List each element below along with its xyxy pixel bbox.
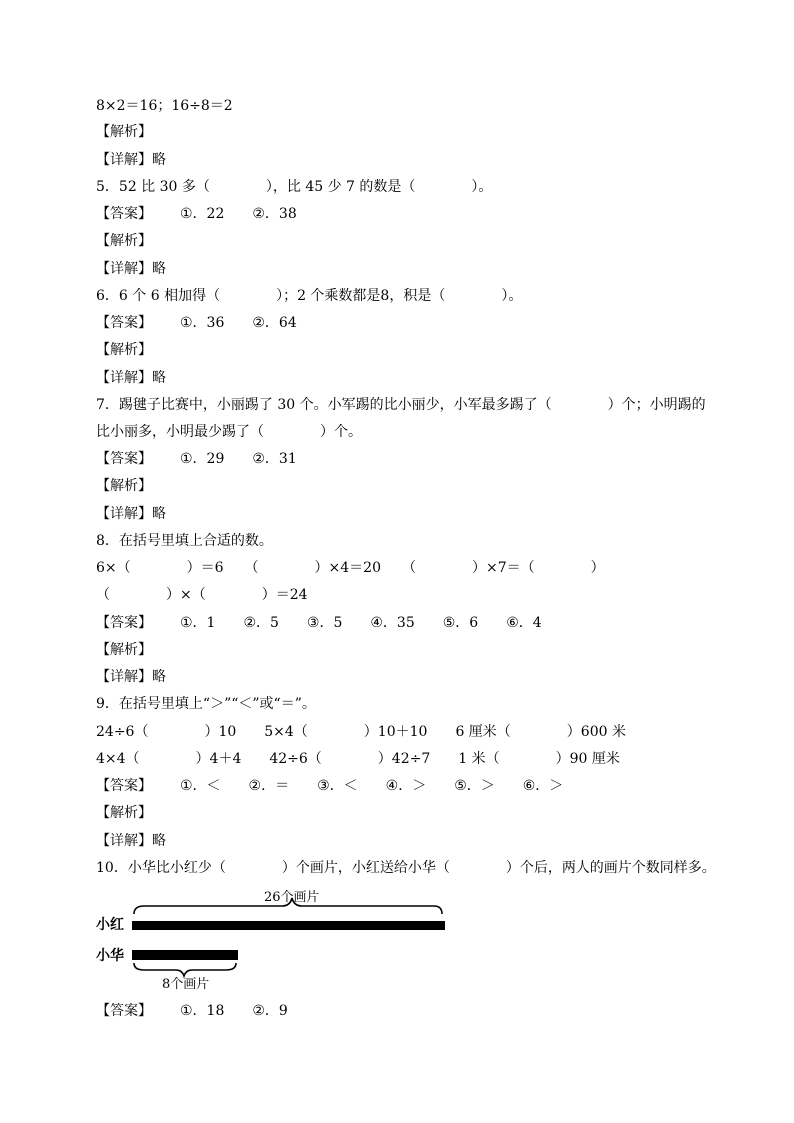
analysis-label: 【解析】 [96, 233, 152, 249]
detail-label: 【详解】略 [96, 261, 166, 277]
detail-label: 【详解】略 [96, 833, 166, 849]
question-9-row-1: 24÷6（ ）10 5×4（ ）10＋10 6 厘米（ ）600 米 [96, 724, 626, 740]
bar-xiaohua [132, 950, 238, 960]
bar-diagram [96, 884, 456, 994]
analysis-label: 【解析】 [96, 342, 152, 358]
answer-line: 8×2＝16；16÷8＝2 [96, 98, 233, 114]
answer-label: 【答案】 [96, 451, 152, 467]
question-9: 9．在括号里填上“＞”“＜”或“＝”。 [96, 696, 316, 712]
detail-label: 【详解】略 [96, 152, 166, 168]
answer-9 [96, 776, 563, 796]
analysis-label: 【解析】 [96, 642, 152, 658]
answer-7 [96, 449, 297, 469]
analysis-label: 【解析】 [96, 124, 152, 140]
analysis-label: 【解析】 [96, 805, 152, 821]
answer-label: 【答案】 [96, 1003, 152, 1019]
detail-label: 【详解】略 [96, 370, 166, 386]
detail-label: 【详解】略 [96, 669, 166, 685]
answer-values: ①．1 ②．5 ③．5 ④．35 ⑤．6 ⑥．4 [180, 615, 542, 631]
answer-values: ①．29 ②．31 [180, 451, 297, 467]
bottom-brace [134, 963, 236, 976]
answer-6 [96, 313, 297, 333]
name-xiaohong: 小红 [96, 917, 124, 933]
answer-8 [96, 613, 542, 633]
answer-label: 【答案】 [96, 206, 152, 222]
bar-xiaohong [132, 921, 445, 930]
question-10: 10．小华比小红少（ ）个画片，小红送给小华（ ）个后，两人的画片个数同样多。 [96, 860, 716, 876]
answer-values: ①．22 ②．38 [180, 206, 297, 222]
answer-5 [96, 204, 297, 224]
question-7-line-2: 比小丽多，小明最少踢了（ ）个。 [96, 424, 362, 440]
answer-10 [96, 1001, 288, 1021]
top-brace-label: 26个画片 [264, 890, 320, 905]
question-6: 6．6 个 6 相加得（ ）；2 个乘数都是8，积是（ ）。 [96, 288, 523, 304]
question-7-line-1: 7．踢毽子比赛中，小丽踢了 30 个。小军踢的比小丽少，小军最多踢了（ ）个；小明踢的 [96, 397, 706, 413]
answer-values: ①．18 ②．9 [180, 1003, 288, 1019]
answer-values: ①．36 ②．64 [180, 315, 297, 331]
detail-label: 【详解】略 [96, 506, 166, 522]
bottom-brace-label: 8个画片 [162, 977, 210, 992]
answer-values: ①．＜ ②．＝ ③．＜ ④．＞ ⑤．＞ ⑥．＞ [180, 778, 564, 794]
name-xiaohua: 小华 [96, 948, 124, 964]
question-8-row-2: （ ）×（ ）＝24 [96, 587, 308, 603]
question-8-row-1: 6×（ ）＝6 （ ）×4＝20 （ ）×7＝（ ） [96, 560, 605, 576]
answer-label: 【答案】 [96, 778, 152, 794]
question-5: 5．52 比 30 多（ ），比 45 少 7 的数是（ ）。 [96, 179, 493, 195]
answer-label: 【答案】 [96, 315, 152, 331]
question-9-row-2: 4×4（ ）4＋4 42÷6（ ）42÷7 1 米（ ）90 厘米 [96, 751, 620, 767]
answer-label: 【答案】 [96, 615, 152, 631]
analysis-label: 【解析】 [96, 478, 152, 494]
question-8: 8．在括号里填上合适的数。 [96, 533, 273, 549]
